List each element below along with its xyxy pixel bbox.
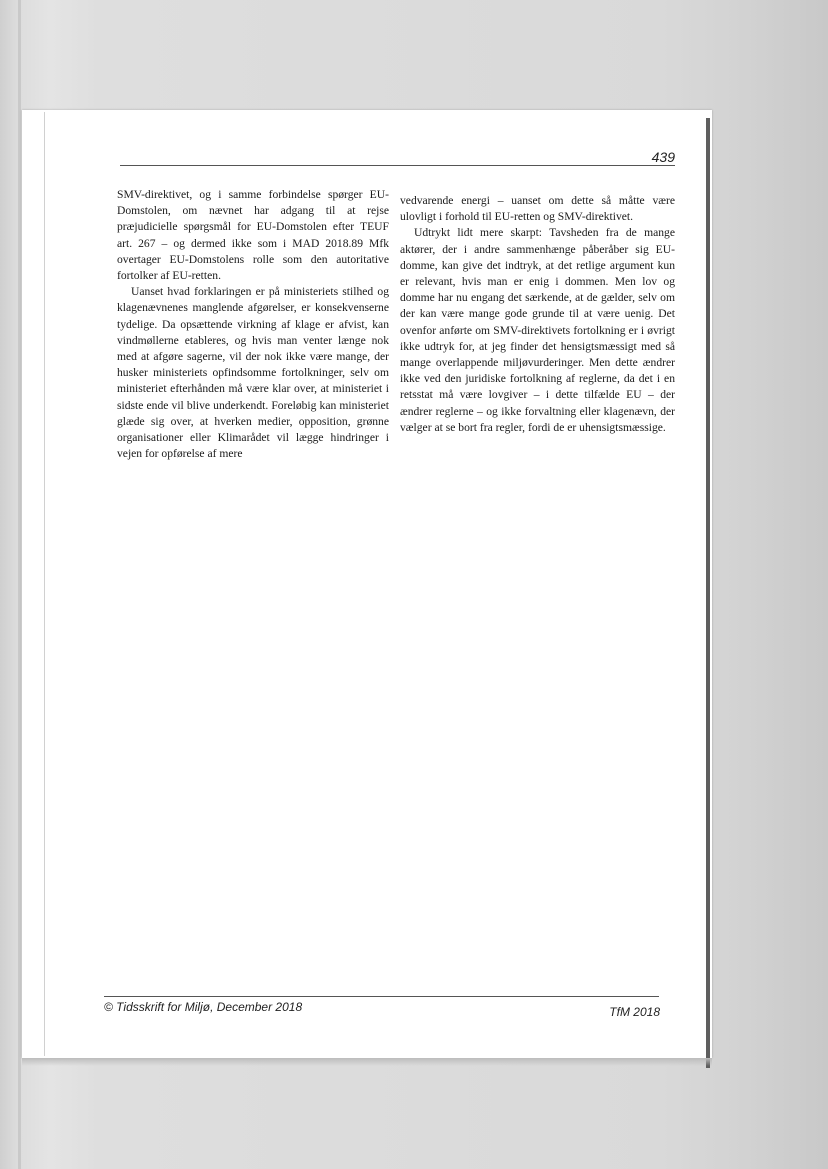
paragraph: Udtrykt lidt mere skarpt: Tavsheden fra de mange aktører, der i andre sammenhænge påberåber sig EU-domme, kan give det indtryk, at det retlige argument kun er relevant, hvis man er enig i dommen. Men lov og domme har nu engang det særkende, at de gælder, selv om der kan være mange gode grunde til at være uenig. Det ovenfor anførte om SMV-direktivets fortolkning er i øvrigt ikke udtryk for, at jeg finder det hensigtsmæssigt med så mange overlappende miljøvurderinger. Men dette ændrer ikke ved den juridiske fortolkning af reglerne, da det i en retsstat må være lovgiver – i dette tilfælde EU – der ændrer reglerne – og ikke forvaltning eller klagenævn, der vælger at se bort fra regler, fordi de er uhensigtsmæssige. — [400, 226, 675, 434]
paragraph: SMV-direktivet, og i samme forbindelse spørger EU-Domstolen, om nævnet har adgang til at rejse præjudicielle spørgsmål for EU-Domstolen efter TEUF art. 267 – og dermed ikke som i MAD 2018.89 Mfk overtager EU-Domstolens rolle som den autoritative fortolker af EU-retten. — [117, 188, 389, 283]
left-text-column — [117, 187, 389, 462]
scan-edge — [18, 0, 21, 1169]
footer-journal: TfM 2018 — [609, 1005, 660, 1019]
paragraph: vedvarende energi – uanset om dette så måtte være ulovligt i forhold til EU-retten og SMV-direktivet. — [400, 194, 675, 224]
page-bottom-shadow — [22, 1058, 712, 1066]
page-right-edge-shadow — [706, 118, 710, 1068]
right-text-column — [400, 193, 675, 436]
page-inner-margin-line — [44, 112, 45, 1056]
paragraph: Uanset hvad forklaringen er på ministeriets stilhed og klagenævnenes manglende afgørelser, er konsekvenserne tydelige. Da opsættende virkning af klage er afvist, kan vindmøllerne etableres, og hvis man venter længe nok med at afgøre sagerne, vil der nok ikke være mange, der husker ministeriets opfindsomme fortolkninger, selv om ministeriet efterhånden må være klar over, at ministeriet i sidste ende vil blive underkendt. Foreløbig kan ministeriet glæde sig over, at hverken medier, opposition, grønne organisationer eller Klimarådet vil lægge hindringer i vejen for opførelse af mere — [117, 285, 389, 461]
footer-copyright: © Tidsskrift for Miljø, December 2018 — [104, 1000, 303, 1014]
page-number: 439 — [651, 149, 675, 165]
footer-rule — [104, 996, 659, 997]
header-rule — [120, 165, 675, 166]
